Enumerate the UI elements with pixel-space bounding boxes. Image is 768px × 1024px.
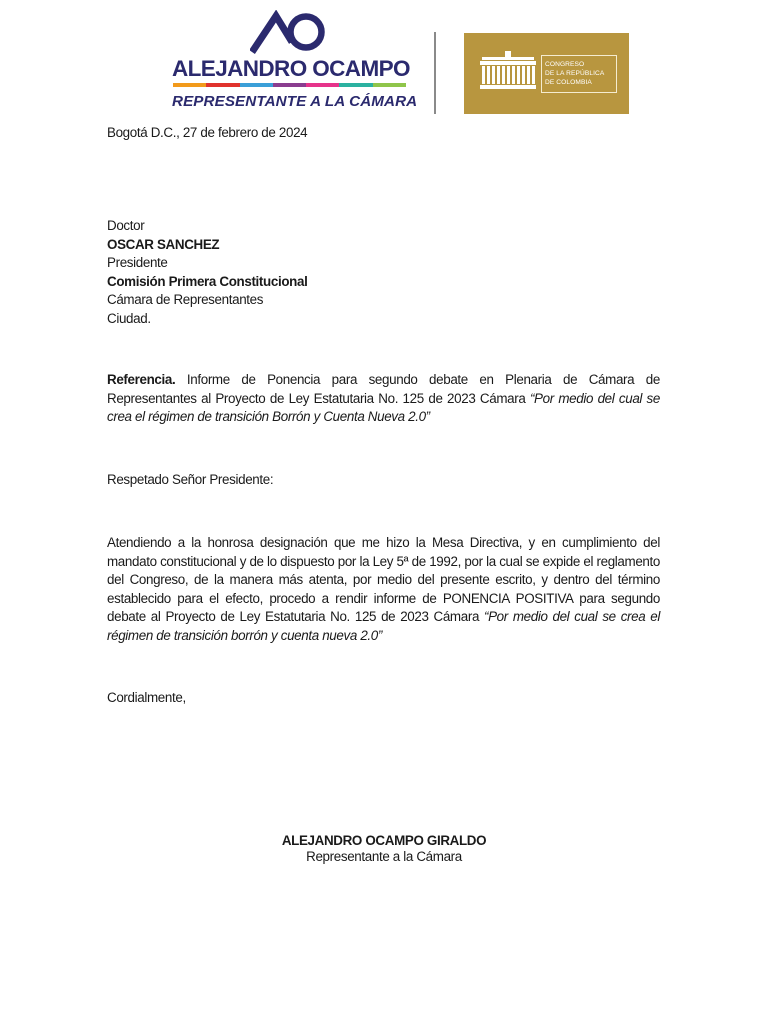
recipient-name: OSCAR SANCHEZ: [107, 236, 220, 252]
stripe-segment: [339, 83, 372, 87]
closing: Cordialmente,: [107, 690, 186, 705]
stripe-segment: [206, 83, 239, 87]
congreso-line: DE LA REPÚBLICA: [545, 70, 605, 77]
congreso-name: [545, 60, 617, 87]
reference-label: Referencia.: [107, 372, 176, 387]
brand-subtitle: REPRESENTANTE A LA CÁMARA: [172, 93, 418, 110]
recipient-title: Doctor: [107, 218, 145, 233]
recipient-role: Presidente: [107, 255, 168, 270]
stripe-segment: [373, 83, 406, 87]
body-text: Atendiendo a la honrosa designación que me hizo la Mesa Directiva, y en cumplimiento del mandato constitucional y de lo dispuesto por la Ley 5ª de 1992, por la cual se expide el reglamento del Congreso, de la manera más atenta, por medio del presente escrito, y dentro del término establecido para el efecto, procedo a rendir informe de PONENCIA POSITIVA para segundo debate al Proyecto de Ley Estatutaria No. 125 de 2023 Cámara: [107, 535, 660, 624]
congreso-line: CONGRESO: [545, 61, 585, 68]
recipient-block: [107, 217, 660, 328]
congreso-logo: [464, 33, 629, 114]
body-quote: “Por medio del cual se crea el régimen de transición borrón y cuenta nueva 2.0”: [107, 609, 661, 643]
header-divider: [434, 32, 436, 114]
stripe-segment: [173, 83, 206, 87]
stripe-segment: [273, 83, 306, 87]
letterhead: [0, 0, 768, 120]
brand-color-stripe: [173, 83, 406, 87]
salutation: Respetado Señor Presidente:: [107, 472, 274, 487]
capitol-building-icon: [478, 49, 538, 91]
recipient-chamber: Cámara de Representantes: [107, 292, 264, 307]
ao-monogram-icon: [250, 10, 330, 54]
reference-text: Informe de Ponencia para segundo debate en Plenaria de Cámara de Representantes al Proyecto de Ley Estatutaria No. 125 de 2023 Cámara: [107, 372, 660, 406]
reference-quote: “Por medio del cual se crea el régimen de transición Borrón y Cuenta Nueva 2.0”: [107, 390, 660, 424]
signature-position: Representante a la Cámara: [306, 849, 462, 864]
alejandro-ocampo-logo: [172, 10, 418, 114]
signature-name: ALEJANDRO OCAMPO GIRALDO: [281, 833, 487, 848]
body-paragraph: [107, 534, 660, 645]
reference-paragraph: [107, 371, 660, 427]
congreso-line: DE COLOMBIA: [545, 79, 592, 86]
recipient-city: Ciudad.: [107, 310, 151, 326]
brand-name: ALEJANDRO OCAMPO: [172, 56, 410, 81]
stripe-segment: [306, 83, 339, 87]
place-date: Bogotá D.C., 27 de febrero de 2024: [107, 125, 308, 140]
stripe-segment: [240, 83, 273, 87]
recipient-commission: Comisión Primera Constitucional: [107, 273, 308, 289]
